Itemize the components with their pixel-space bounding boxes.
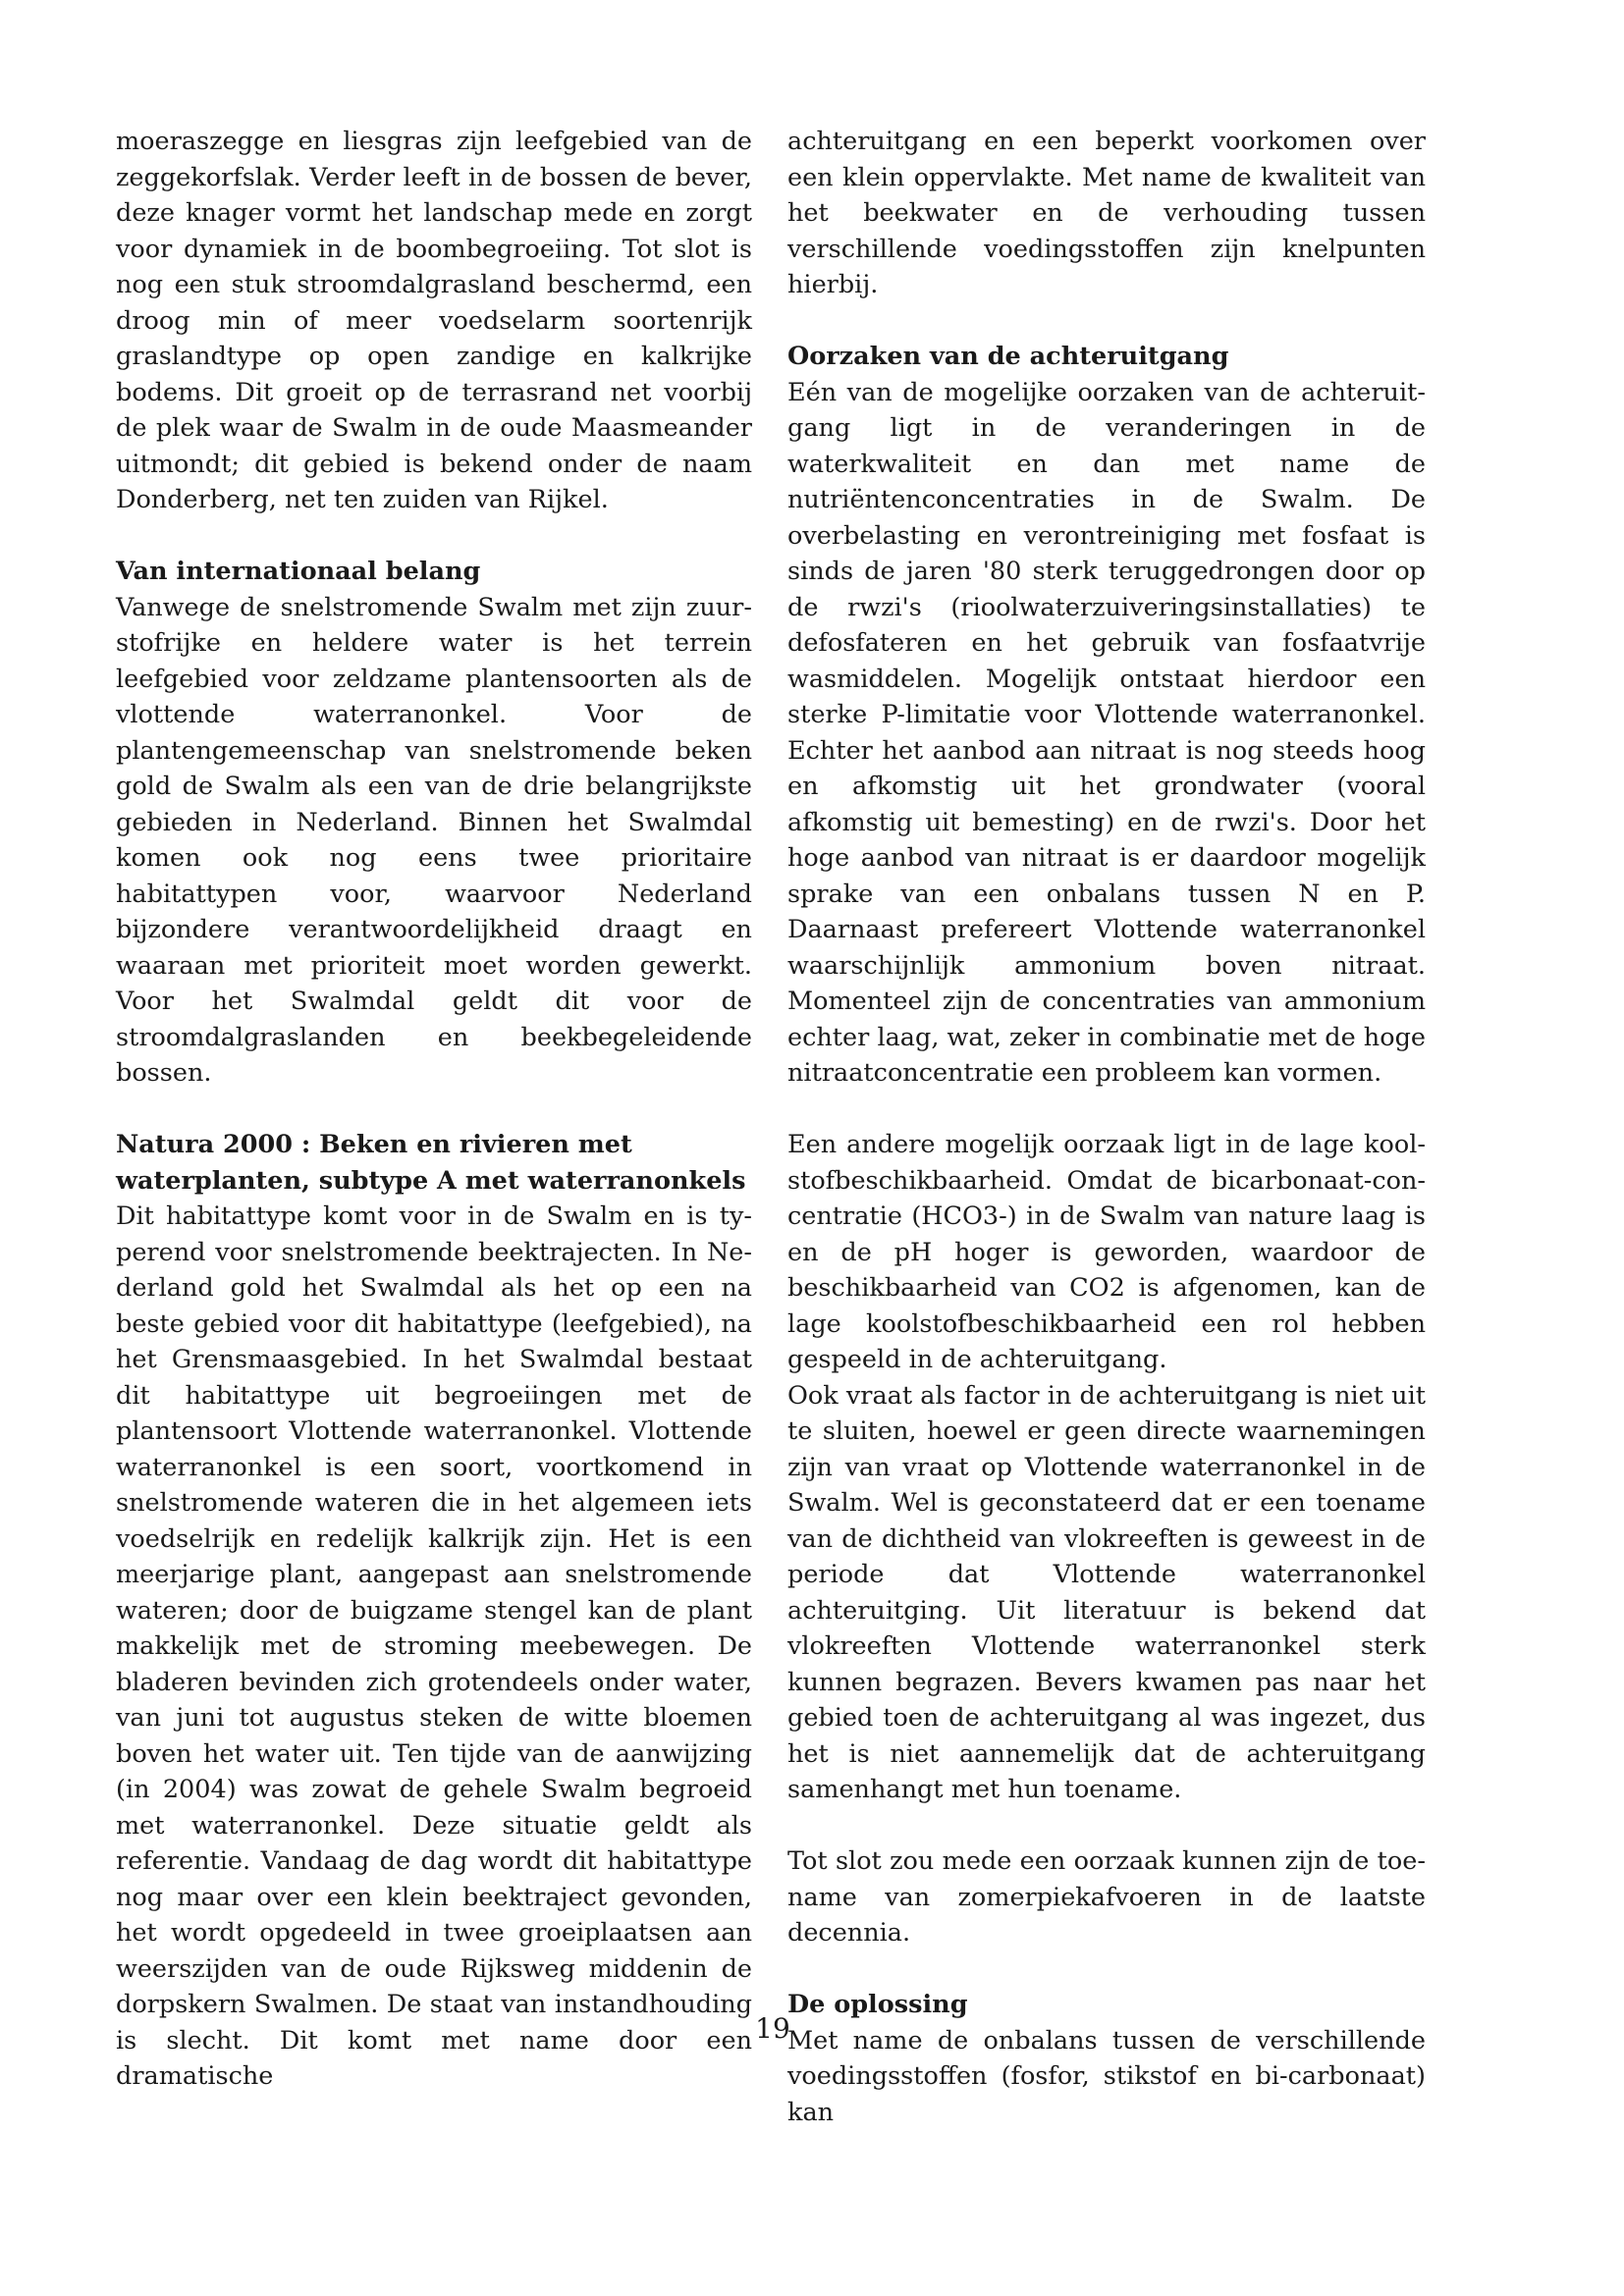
spacer	[787, 1092, 1426, 1128]
paragraph-causes-of-decline: Eén van de mogelijke oorzaken van de achteruitgang ligt in de veranderingen in de waterkwaliteit en dan met name de nutriëntenconcentraties in de Swalm. De overbelasting en verontreiniging met fosfaat is sinds de jaren '80 sterk teruggedrongen door op de rwzi's (rioolwaterzuiveringsinstallaties) te defosfateren en het gebruik van fosfaatvrije wasmiddelen. Mogelijk ontstaat hierdoor een sterke P-limitatie voor Vlottende waterranonkel. Echter het aanbod aan nitraat is nog steeds hoog en afkomstig uit het grondwater (vooral afkomstig uit bemesting) en de rwzi's. Door het hoge aanbod van nitraat is er daardoor mogelijk sprake van een onbalans tussen N en P. Daarnaast prefereert Vlottende waterranonkel waarschijnlijk ammonium boven nitraat. Momenteel zijn de concentraties van ammonium echter laag, wat, zeker in combinatie met de hoge nitraatconcentratie een probleem kan vormen.	[787, 377, 1426, 1088]
heading-causes-of-decline: Oorzaken van de achteruitgang	[787, 342, 1229, 371]
heading-international-importance: Van internationaal belang	[116, 557, 481, 586]
page-number: 19	[755, 2012, 790, 2045]
spacer	[787, 1808, 1426, 1844]
paragraph-summer-peak-discharge: Tot slot zou mede een oorzaak kunnen zijn de toename van zomerpiekafvoeren in de laatste decennia.	[787, 1846, 1426, 1948]
paragraph-carbon-availability: Een andere mogelijk oorzaak ligt in de lage koolstofbeschikbaarheid. Omdat de bicarbonaat-concentratie (HCO3-) in de Swalm van nature laag is en de pH hoger is geworden, waardoor de beschikbaarheid van CO2 is afgenomen, kan de lage koolstofbeschikbaarheid een rol hebben gespeeld in de achteruitgang.	[787, 1130, 1426, 1374]
spacer	[787, 1951, 1426, 1988]
heading-solution: De oplossing	[787, 1990, 968, 2019]
paragraph-intro: moeraszegge en liesgras zijn leefgebied van de zeggekorfslak. Verder leeft in de bossen de bever, deze knager vormt het landschap mede en zorgt voor dynamiek in de boombegroeiing. Tot slot is nog een stuk stroomdalgrasland beschermd, een droog min of meer voedselarm soortenrijk graslandtype op open zandige en kalkrijke bodems. Dit groeit op de terrasrand net voorbij de plek waar de Swalm in de oude Maasmeander uitmondt; dit gebied is bekend onder de naam Donderberg, net ten zuiden van Rijkel.	[116, 127, 752, 514]
left-column	[116, 124, 752, 2095]
paragraph-grazing: Ook vraat als factor in de achteruitgang is niet uit te sluiten, hoewel er geen directe waarnemingen zijn van vraat op Vlottende waterranonkel in de Swalm. Wel is geconstateerd dat er een toename van de dichtheid van vlokreeften is geweest in de periode dat Vlottende waterranonkel achteruitging. Uit literatuur is bekend dat vlokreeften Vlottende waterranonkel sterk kunnen begrazen. Bevers kwamen pas naar het gebied toen de achteruitgang al was ingezet, dus het is niet aannemelijk dat de achteruitgang samenhangt met hun toename.	[787, 1380, 1426, 1804]
spacer	[787, 303, 1426, 340]
paragraph-international-importance: Vanwege de snelstromende Swalm met zijn zuurstofrijke en heldere water is het terrein leefgebied voor zeldzame plantensoorten als de vlottende waterranonkel. Voor de plantengemeenschap van snelstromende beken gold de Swalm als een van de drie belangrijkste gebieden in Nederland. Binnen het Swalmdal komen ook nog eens twee prioritaire habitattypen voor, waarvoor Nederland bijzondere verantwoordelijkheid draagt en waaraan met prioriteit moet worden gewerkt. Voor het Swalmdal geldt dit voor de stroomdalgraslanden en beekbegeleidende bossen.	[116, 592, 752, 1088]
spacer	[116, 1092, 752, 1128]
paragraph-natura-2000: Dit habitattype komt voor in de Swalm en is typerend voor snelstromende beektrajecten. In Nederland gold het Swalmdal als het op een na beste gebied voor dit habitattype (leefgebied), na het Grensmaasgebied. In het Swalmdal bestaat dit habitattype uit begroeiingen met de plantensoort Vlottende waterranonkel. Vlottende waterranonkel is een soort, voortkomend in snelstromende wateren die in het algemeen iets voedselrijk en redelijk kalkrijk zijn. Het is een meerjarige plant, aangepast aan snelstromende wateren; door de buigzame stengel kan de plant makkelijk met de stroming meebewegen. De bladeren bevinden zich grotendeels onder water, van juni tot augustus steken de witte bloemen boven het water uit. Ten tijde van de aanwijzing (in 2004) was zowat de gehele Swalm begroeid met waterranonkel. Deze situatie geldt als referentie. Vandaag de dag wordt dit habitattype nog maar over een klein beektraject gevonden, het wordt opgedeeld in twee groeiplaatsen aan weerszijden van de oude Rijksweg middenin de dorpskern Swalmen. De staat van instandhouding is slecht. Dit komt met name door een dramatische	[116, 1201, 752, 2091]
spacer	[116, 518, 752, 555]
heading-natura-2000: Natura 2000 : Beken en rivieren met waterplanten, subtype A met waterranonkels	[116, 1130, 746, 1196]
paragraph-continued: achteruitgang en een beperkt voorkomen over een klein oppervlakte. Met name de kwaliteit van het beekwater en de verhouding tussen verschillende voedingsstoffen zijn knelpunten hierbij.	[787, 127, 1426, 299]
paragraph-solution: Met name de onbalans tussen de verschillende voedingsstoffen (fosfor, stikstof en bi-carbonaat) kan	[787, 2025, 1426, 2127]
right-column	[787, 124, 1426, 2130]
